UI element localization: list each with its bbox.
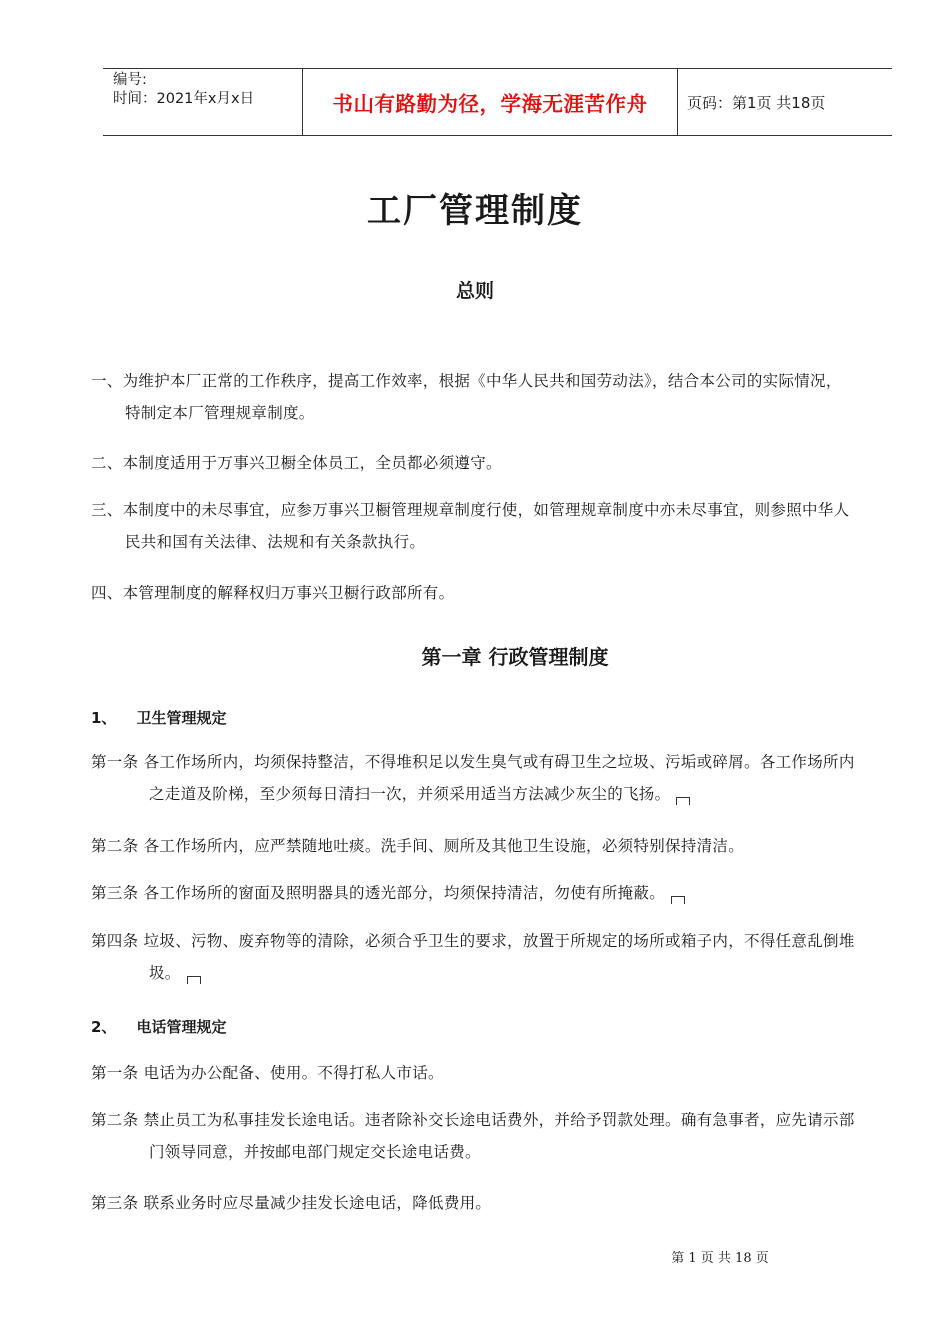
- article-1-2: 第二条 各工作场所内，应严禁随地吐痰。洗手间、厕所及其他卫生设施，必须特别保持清洁。: [91, 837, 745, 855]
- header-motto: 书山有路勤为径，学海无涯苦作舟: [303, 69, 678, 135]
- general-item-4: 四、本管理制度的解释权归万事兴卫橱行政部所有。: [91, 584, 455, 602]
- document-title: 工厂管理制度: [367, 191, 583, 231]
- article-1-1: 第一条 各工作场所内，均须保持整洁，不得堆积足以发生臭气或有碍卫生之垃圾、污垢或碎屑。各工作场所内 之走道及阶梯，至少须每日清扫一次，并须采用适当方法减少灰尘的飞扬。: [91, 753, 855, 803]
- general-heading: 总则: [455, 280, 494, 302]
- section-number: 1、: [91, 709, 117, 727]
- general-item-2: 二、本制度适用于万事兴卫橱全体员工，全员都必须遵守。: [91, 454, 502, 472]
- section-title: 电话管理规定: [136, 1018, 227, 1036]
- header-left-cell: [103, 69, 303, 135]
- general-item-1: 一、为维护本厂正常的工作秩序，提高工作效率，根据《中华人民共和国劳动法》，结合本公司的实际情况， 特制定本厂管理规章制度。: [91, 372, 842, 422]
- paragraph-mark-icon: [671, 896, 685, 904]
- number-label: 编号:: [113, 72, 147, 88]
- article-1-4: 第四条 垃圾、污物、废弃物等的清除，必须合乎卫生的要求，放置于所规定的场所或箱子内，不得任意乱倒堆 圾。: [91, 932, 855, 982]
- date-label: 时间：2021年x月x日: [113, 91, 255, 107]
- paragraph-mark-icon: [676, 797, 690, 805]
- article-2-1: 第一条 电话为办公配备、使用。不得打私人市话。: [91, 1064, 444, 1082]
- general-item-3: 三、本制度中的未尽事宜，应参万事兴卫橱管理规章制度行使，如管理规章制度中亦未尽事宜，则参照中华人 民共和国有关法律、法规和有关条款执行。: [91, 501, 850, 551]
- article-1-3: 第三条 各工作场所的窗面及照明器具的透光部分，均须保持清洁，勿使有所掩蔽。: [91, 877, 906, 909]
- header-page-info: 页码：第1页 共18页: [687, 93, 826, 112]
- section-heading-2: [91, 1016, 226, 1037]
- section-heading-1: [91, 707, 226, 728]
- page-footer: 第 1 页 共 18 页: [671, 1251, 769, 1266]
- article-2-2: 第二条 禁止员工为私事挂发长途电话。违者除补交长途电话费外，并给予罚款处理。确有急事者，应先请示部 门领导同意，并按邮电部门规定交长途电话费。: [91, 1111, 855, 1161]
- paragraph-mark-icon: [187, 976, 201, 984]
- section-number: 2、: [91, 1018, 117, 1036]
- article-2-3: 第三条 联系业务时应尽量减少挂发长途电话，降低费用。: [91, 1194, 492, 1212]
- header-table: [103, 68, 892, 136]
- chapter-title: 第一章 行政管理制度: [421, 645, 609, 669]
- section-title: 卫生管理规定: [136, 709, 227, 727]
